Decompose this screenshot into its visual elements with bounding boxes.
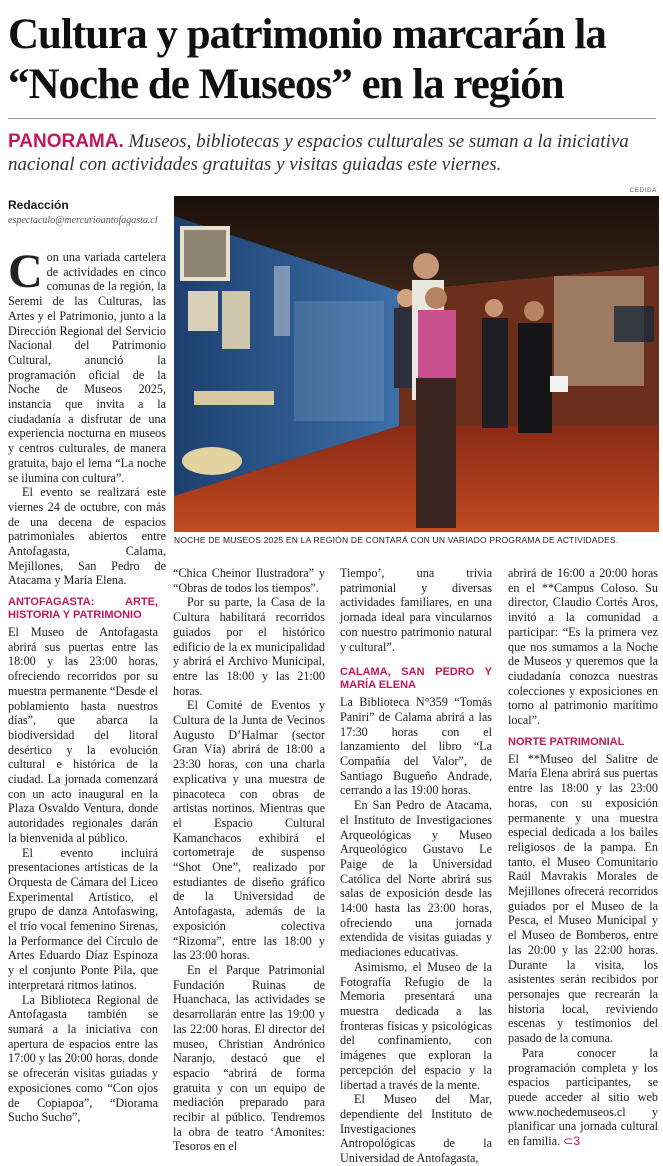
section-heading-calama: CALAMA, SAN PEDRO Y MARÍA ELENA (340, 666, 492, 692)
paragraph: La Biblioteca N°359 “Tomás Paniri” de Calama abrirá a las 17:30 horas con el lanzamiento del libro “La Compañía del Valor”, de Santiago Bugueño Andrade, cerrando a las 19:00 horas. (340, 695, 492, 798)
paragraph: En San Pedro de Atacama, el Instituto de Investigaciones Arqueológicas y Museo Arqueológico Gustavo Le Paige de la Universidad Católica del Norte abrirá sus salas de exposición desde las 14:00 hasta las 23:00 horas, ofreciendo una jornada extendida de visitas guiadas y mediaciones educativas. (340, 798, 492, 960)
paragraph: Asimismo, el Museo de la Fotografía Refugio de la Memoria presentará una muestra dedicada a las fronteras físicas y psicológicas del confinamiento, con imágenes que exploran la percepción del espacio y la libertad a través de la mente. (340, 959, 492, 1092)
paragraph: La Biblioteca Regional de Antofagasta también se sumará a la iniciativa con apertura de espacios entre las 17:00 y las 20:00 horas, donde se ofrecerán visitas guiadas y exposiciones como “Con ojos de Copiapoa”, “Diorama Sucho Sucho”, (8, 992, 158, 1125)
column-4 (340, 566, 492, 1166)
paragraph: El Museo del Mar, dependiente del Instituto de Investigaciones Antropológicas de la Universidad de Antofagasta, (340, 1092, 492, 1166)
byline-email: espectaculo@mercurioantofagasta.cl (8, 215, 158, 226)
museum-photo (174, 196, 659, 532)
drop-cap: C (8, 245, 43, 298)
section-heading-norte: NORTE PATRIMONIAL (508, 735, 625, 748)
section-heading-antofagasta: ANTOFAGASTA: ARTE, HISTORIA Y PATRIMONIO (8, 596, 158, 621)
column-1 (8, 245, 166, 588)
paragraph: El **Museo del Salitre de María Elena abrirá sus puertas entre las 18:00 y las 23:00 horas, con su exposición permanente y una muestra especial dedicada a los bailes religiosos de la pampa. En tanto, el Museo Comunitario Raúl Mavrakis Morales de Mejillones ofrecerá recorridos guiados por el Museo de la Pesca, el Museo Municipal y el Museo de Bomberos, entre las 20:00 y las 22:00 horas. Durante la visita, los asistentes serán recibidos por personajes que recrearán la historia local, reviviendo escenas y testimonios del pasado de la comuna. (508, 751, 658, 1046)
byline (8, 198, 168, 226)
paragraph: El evento se realizará este viernes 24 de octubre, con más de una decena de espacios patrimoniales abiertos entre Antofagasta, Calama, Mejillones, San Pedro de Atacama y María Elena. (8, 485, 166, 588)
paragraph: El evento incluirá presentaciones artísticas de la Orquesta de Cámara del Liceo Experimental Artístico, el grupo de danza Antofaswing, el trío vocal femenino Sirenas, la Performance del Círculo de Artes Eduardo Díaz Espinoza y el conjunto Ponte Pila, que interpretará ritmos latinos. (8, 845, 158, 992)
photo-credit: CEDIDA (629, 187, 657, 194)
deck-text: Museos, bibliotecas y espacios culturales se suman a la iniciativa nacional con actividades gratuitas y visitas guiadas este viernes. (8, 131, 629, 175)
column-2 (8, 596, 158, 1125)
paragraph: El Museo de Antofagasta abrirá sus puertas entre las 18:00 y las 23:00 horas, ofreciendo recorridos por su muestra permanente “Desde el poblamiento hasta nuestros días”, que abarca la biodiversidad del litoral desértico y la evolución cultural e histórica de la ciudad. La jornada comenzará con un acto inaugural en la Plaza Osvaldo Ventura, donde autoridades regionales darán la bienvenida al público. (8, 625, 158, 845)
byline-author: Redacción (8, 198, 69, 212)
column-3 (173, 566, 325, 1154)
deck (8, 130, 658, 176)
headline: Cultura y patrimonio marcarán la “Noche de Museos” en la región (8, 11, 606, 108)
intro-paragraph (8, 245, 166, 485)
end-mark-icon: ⊂3 (563, 1134, 581, 1149)
deck-kicker: PANORAMA. (8, 131, 124, 152)
headline-rule (8, 118, 656, 119)
paragraph: “Chica Cheinor Ilustradora” y “Obras de todos los tiempos”. (173, 566, 325, 595)
paragraph: El Comité de Eventos y Cultura de la Junta de Vecinos Augusto D’Halmar (sector Gran Vía) abrirá de 18:00 a 23:30 horas, con una charla explicativa y una muestra de pinacoteca con obras de artistas nortinos. Mientras que el Espacio Cultural Kamanchacos exhibirá el cortometraje de suspenso “Shot One”, realizado por estudiantes de diseño gráfico de la Universidad de Antofagasta, además de la exposición colectiva “Rizoma”, entre las 18:00 y las 23:00 horas. (173, 698, 325, 963)
paragraph: Por su parte, la Casa de la Cultura habilitará recorridos guiados por el histórico edificio de la ex municipalidad y abrirá el Archivo Municipal, entre las 18:00 y las 21:00 horas. (173, 595, 325, 698)
paragraph (508, 1046, 658, 1149)
paragraph: abrirá de 16:00 a 20:00 horas en el **Campus Coloso. Su director, Claudio Cortés Aros, invitó a la comunidad a participar: “Es la primera vez que nos sumamos a la Noche de Museos y queremos que la ciudadanía conozca nuestras colecciones y exposiciones en torno al patrimonio marítimo local”. (508, 566, 658, 728)
paragraph: Tiempo’, una trivia patrimonial y diversas actividades familiares, en una jornada ideal para vincularnos con nuestro patrimonio natural y cultural”. (340, 566, 492, 654)
closing-text: Para conocer la programación completa y los espacios participantes, se puede acceder al sitio web www.nochedemuseos.cl y planificar una jornada cultural en familia. (508, 1045, 658, 1149)
paragraph: En el Parque Patrimonial Fundación Ruinas de Huanchaca, las actividades se desarrollarán entre las 19:00 y las 22:00 horas. El director del museo, Christian Andrónico Naranjo, destacó que el espacio “abrirá de forma gratuita y con un equipo de mediación preparado para recibir al público. Tendremos la obra de teatro ‘Amonites: Tesoros en el (173, 962, 325, 1154)
column-5 (508, 566, 658, 1149)
museum-photo-illustration (174, 196, 659, 532)
photo-caption: NOCHE DE MUSEOS 2025 EN LA REGIÓN DE CONTARÁ CON UN VARIADO PROGRAMA DE ACTIVIDADES. (174, 535, 619, 545)
intro-text: on una variada cartelera de actividades en cinco comunas de la región, la Seremi de las Culturas, las Artes y el Patrimonio, junto a la Dirección Regional del Servicio Nacional del Patrimonio Cultural, anunció la programación oficial de la Noche de Museos 2025, instancia que invita a la ciudadanía a disfrutar de una experiencia nocturna en museos y centros culturales, de manera gratuita, bajo el lema “La noche se ilumina con cultura”. (8, 250, 166, 485)
